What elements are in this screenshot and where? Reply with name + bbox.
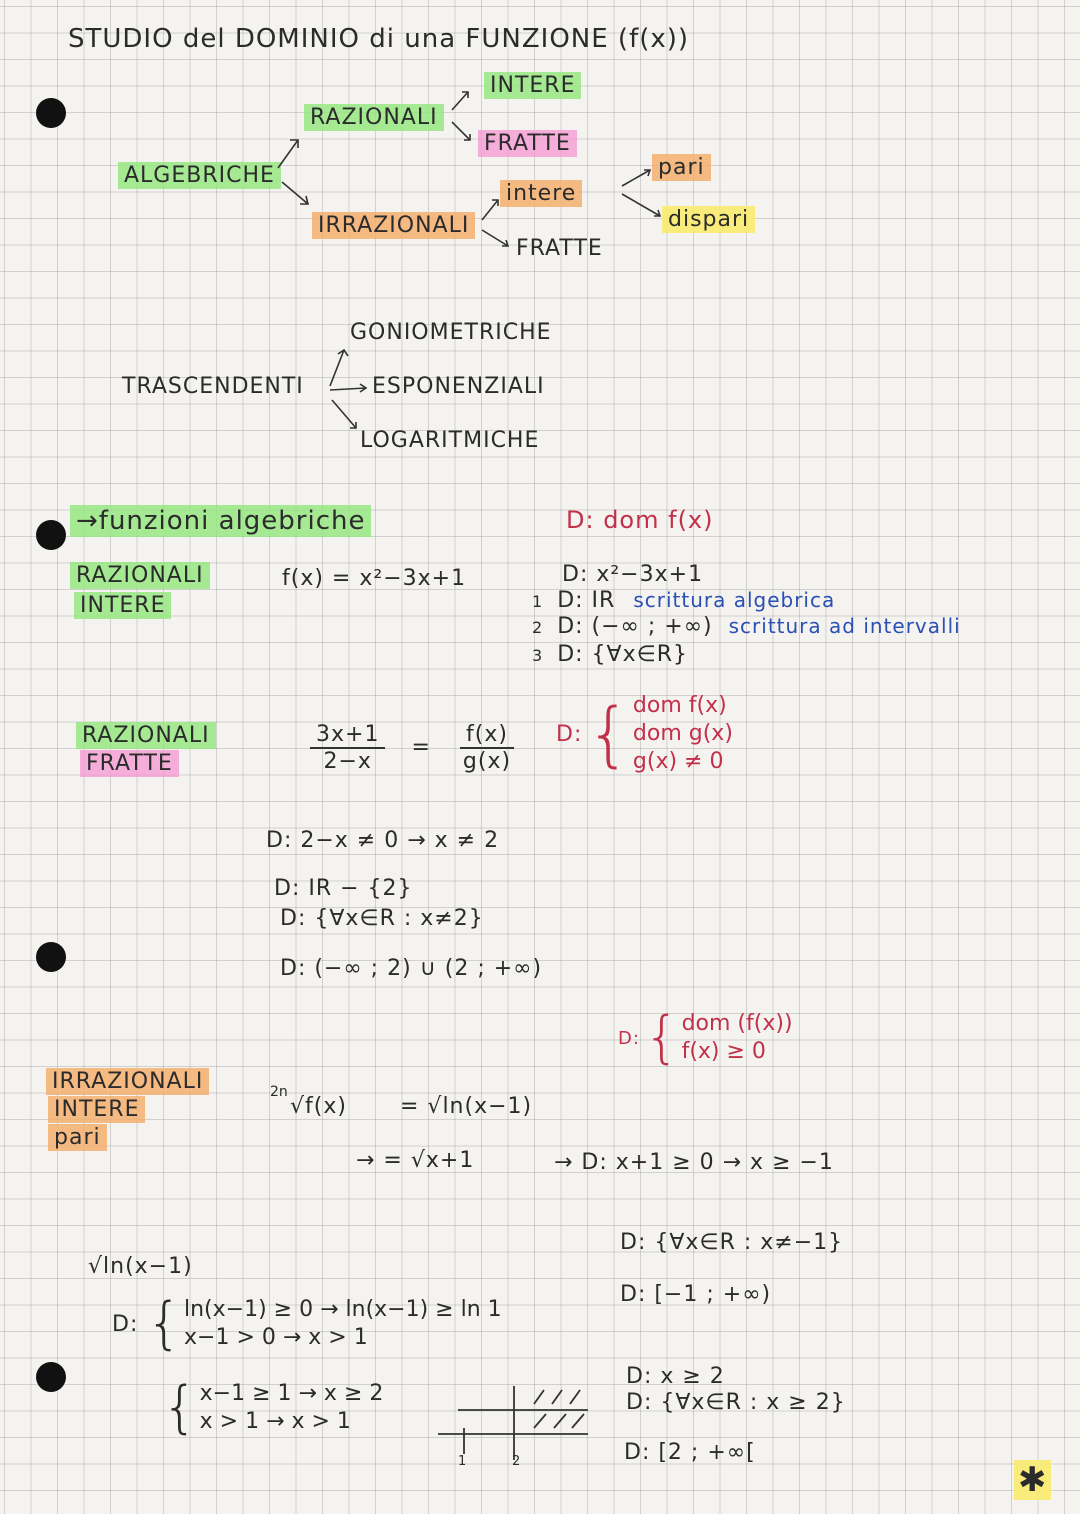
ln-system — [112, 1291, 502, 1356]
tick-1: 1 — [458, 1454, 467, 1469]
irrazionali-conditions — [618, 1005, 793, 1070]
node-trascendenti: TRASCENDENTI — [122, 374, 304, 399]
domain-line-3 — [532, 642, 688, 667]
ln-system-d-label: D: — [112, 1311, 139, 1337]
fratte-step-4: D: (−∞ ; 2) ∪ (2 ; +∞) — [280, 956, 543, 981]
label-razionali: RAZIONALI — [70, 562, 210, 589]
node-irrazionali-intere: intere — [500, 180, 582, 207]
condition-2: dom g(x) — [632, 721, 733, 746]
irr-domain-c: D: [−1 ; +∞) — [620, 1282, 772, 1307]
num-3: 3 — [532, 646, 544, 665]
num-2: 2 — [532, 618, 544, 637]
root-expression: √f(x) — [290, 1094, 347, 1119]
conditions-lines — [633, 692, 733, 776]
label-irrazionali: IRRAZIONALI — [46, 1068, 209, 1095]
irr-condition-1: dom (f(x)) — [681, 1011, 793, 1036]
ln-system-1: ln(x−1) ≥ 0 → ln(x−1) ≥ ln 1 — [184, 1297, 502, 1322]
root-expression-eq: = √ln(x−1) — [400, 1094, 533, 1119]
node-dispari: dispari — [662, 206, 755, 233]
result-2: D: {∀x∈R : x ≥ 2} — [626, 1390, 846, 1415]
brace: { — [146, 1291, 182, 1356]
node-irrazionali: IRRAZIONALI — [312, 212, 475, 239]
domain-line-1 — [532, 588, 835, 613]
label-irr-intere: INTERE — [48, 1096, 145, 1123]
node-irrazionali-fratte: FRATTE — [516, 236, 603, 261]
result-3: D: [2 ; +∞[ — [624, 1440, 756, 1465]
irr-domain-b: D: {∀x∈R : x≠−1} — [620, 1230, 844, 1255]
node-razionali: RAZIONALI — [304, 104, 444, 131]
node-esponenziali: ESPONENZIALI — [372, 374, 545, 399]
irr-domain-a: → D: x+1 ≥ 0 → x ≥ −1 — [554, 1150, 834, 1175]
fratte-conditions — [556, 692, 733, 776]
brace: { — [586, 693, 631, 775]
root-index: 2n — [270, 1084, 288, 1100]
star-mark: ✱ — [1014, 1460, 1051, 1500]
domain-2: D: (−∞ ; +∞) — [557, 614, 713, 639]
root-example: → = √x+1 — [356, 1148, 475, 1173]
domain-1-note: scrittura algebrica — [633, 588, 836, 612]
ln-system-3: x−1 ≥ 1 → x ≥ 2 — [199, 1381, 384, 1406]
brace: { — [162, 1375, 198, 1440]
ln-system-solved-lines — [200, 1380, 384, 1436]
ln-system-2: x−1 > 0 → x > 1 — [184, 1325, 368, 1350]
domain-2-note: scrittura ad intervalli — [728, 614, 961, 638]
label-fratte: FRATTE — [80, 750, 179, 777]
fraction-g: g(x) — [462, 749, 512, 774]
condition-1: dom f(x) — [632, 693, 727, 718]
fraction-numerator: 3x+1 — [310, 722, 385, 749]
node-goniometriche: GONIOMETRICHE — [350, 320, 552, 345]
domain-line-2 — [532, 614, 961, 639]
section-title — [70, 506, 371, 536]
fratte-step-3: D: {∀x∈R : x≠2} — [280, 906, 484, 931]
node-logaritmiche: LOGARITMICHE — [360, 428, 540, 453]
brace: { — [643, 1005, 680, 1070]
domain-expression: D: x²−3x+1 — [562, 562, 704, 587]
node-pari: pari — [652, 154, 711, 181]
domain-1: D: IR — [557, 588, 616, 613]
irr-conditions-lines — [682, 1010, 793, 1066]
ln-system-solved — [162, 1375, 384, 1440]
node-algebriche: ALGEBRICHE — [118, 162, 281, 189]
ln-expression: √ln(x−1) — [88, 1254, 193, 1279]
domain-3: D: {∀x∈R} — [557, 642, 689, 667]
label-razionali-2: RAZIONALI — [76, 722, 216, 749]
page-title: STUDIO del DOMINIO di una FUNZIONE (f(x)) — [68, 24, 690, 54]
fraction-denominator: 2−x — [323, 749, 372, 774]
domain-definition: D: dom f(x) — [566, 506, 714, 534]
tick-2: 2 — [512, 1454, 521, 1469]
irr-condition-2: f(x) ≥ 0 — [681, 1039, 766, 1064]
node-razionali-fratte: FRATTE — [478, 130, 577, 157]
condition-3: g(x) ≠ 0 — [632, 749, 724, 774]
label-irr-pari: pari — [48, 1124, 107, 1151]
label-intere: INTERE — [74, 592, 171, 619]
fraction-f: f(x) — [460, 722, 514, 749]
fratte-step-1: D: 2−x ≠ 0 → x ≠ 2 — [266, 828, 500, 853]
fraction-right — [457, 722, 517, 774]
irr-d-label: D: — [618, 1027, 640, 1049]
fraction-left — [310, 722, 385, 774]
section-title-text: →funzioni algebriche — [70, 505, 371, 537]
ln-system-4: x > 1 → x > 1 — [199, 1409, 351, 1434]
function-example: f(x) = x²−3x+1 — [282, 566, 467, 591]
result-1: D: x ≥ 2 — [626, 1364, 725, 1389]
fraction-expression — [310, 722, 517, 774]
fratte-step-2: D: IR − {2} — [274, 876, 413, 901]
conditions-d-label: D: — [556, 721, 583, 747]
num-1: 1 — [532, 592, 544, 611]
equals-sign: = — [411, 735, 431, 760]
node-razionali-intere: INTERE — [484, 72, 581, 99]
ln-system-lines — [184, 1296, 502, 1352]
